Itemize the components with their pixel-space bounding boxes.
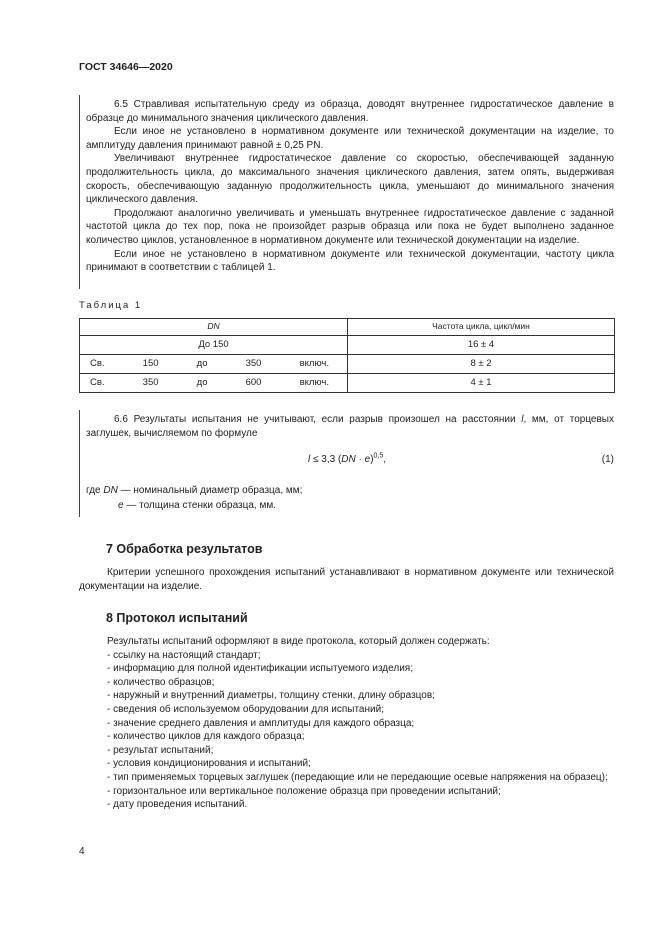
list-item: - значение среднего давления и амплитуды для каждого образца; xyxy=(107,717,415,729)
equation-number: (1) xyxy=(601,454,614,465)
where-dn: где DN — номинальный диаметр образца, мм; xyxy=(86,485,303,496)
cell-frequency: 8 ± 2 xyxy=(348,355,615,374)
list-item: - горизонтальное или вертикальное положение образца при проведении испытаний; xyxy=(107,785,501,797)
cell-frequency: 16 ± 4 xyxy=(348,336,615,355)
table-caption: Таблица 1 xyxy=(79,300,143,311)
cell-dn-range: Св. 150 до 350 включ. xyxy=(80,355,348,374)
list-item: - тип применяемых торцевых заглушек (передающие или не передающие осевые напряжения на образец); xyxy=(107,771,608,783)
paragraph: 6.5 Стравливая испытательную среду из образца, доводят внутреннее гидростатическое давление в образце до минимального значения циклического давления. xyxy=(86,99,614,124)
section-8 xyxy=(79,635,614,812)
change-bar xyxy=(79,95,80,289)
header-dn: DN xyxy=(80,319,348,336)
paragraph: Если иное не установлено в нормативном документе или технической документации, частоту цикла принимают в соответствии с таблицей 1. xyxy=(86,248,614,274)
section-7-heading: 7 Обработка результатов xyxy=(106,542,263,556)
section-7 xyxy=(79,566,614,593)
paragraph: Продолжают аналогично увеличивать и уменьшать внутреннее гидростатическое давление с заданной частотой цикла до тех пор, пока не произойдет разрыв образца или пока не будет выполнено заданное количество циклов, установленное в нормативном документе или технической документации на изделие. xyxy=(86,207,614,246)
section-6-5 xyxy=(86,98,614,275)
page-number: 4 xyxy=(79,846,85,857)
protocol-list xyxy=(79,649,614,812)
list-item: - условия кондиционирования и испытаний; xyxy=(107,758,311,770)
paragraph: Увеличивают внутреннее гидростатическое давление со скоростью, обеспечивающей заданную продолжительность цикла, до максимального значения циклического давления, затем опять, выдерживая скорость, обеспечивающую заданную продолжительность цикла, уменьшают до минимального значения циклического давления. xyxy=(86,153,614,206)
list-item: - наружный и внутренний диаметры, толщину стенки, длину образцов; xyxy=(107,690,435,702)
cell-frequency: 4 ± 1 xyxy=(348,374,615,393)
table-row xyxy=(80,355,615,374)
paragraph: Результаты испытаний оформляют в виде протокола, который должен содержать: xyxy=(107,636,490,647)
list-item: - количество циклов для каждого образца; xyxy=(107,731,305,743)
change-bar xyxy=(79,410,80,517)
section-6-6 xyxy=(86,413,614,440)
table-row xyxy=(80,336,615,355)
list-item: - результат испытаний; xyxy=(107,744,214,756)
paragraph: 6.6 Результаты испытания не учитывают, если разрыв произошел на расстоянии l, мм, от торцевых заглушек, вычисляемом по формуле xyxy=(86,414,614,439)
frequency-table xyxy=(79,318,615,393)
where-e: e — толщина стенки образца, мм. xyxy=(118,500,276,511)
paragraph: Если иное не установлено в нормативном документе или технической документации на изделие, то амплитуду давления принимают равной ± 0,25 PN. xyxy=(86,126,614,151)
formula-row xyxy=(86,453,614,467)
header-frequency: Частота цикла, цикл/мин xyxy=(348,319,615,336)
list-item: - сведения об используемом оборудовании для испытаний; xyxy=(107,703,384,715)
cell-dn-range: Св. 350 до 600 включ. xyxy=(80,374,348,393)
list-item: - количество образцов; xyxy=(107,676,215,688)
table-header-row xyxy=(80,319,615,336)
list-item: - ссылку на настоящий стандарт; xyxy=(107,649,261,661)
cell-dn: До 150 xyxy=(80,336,348,355)
formula: l ≤ 3,3 (DN · e)$^{0,5}$, xyxy=(308,452,387,465)
list-item: - информацию для полной идентификации испытуемого изделия; xyxy=(107,663,413,675)
list-item: - дату проведения испытаний. xyxy=(107,799,248,811)
table-row xyxy=(80,374,615,393)
section-8-heading: 8 Протокол испытаний xyxy=(106,611,248,625)
document-code: ГОСТ 34646—2020 xyxy=(79,61,173,73)
paragraph: Критерии успешного прохождения испытаний устанавливают в нормативном документе или технической документации на изделие. xyxy=(79,567,614,592)
